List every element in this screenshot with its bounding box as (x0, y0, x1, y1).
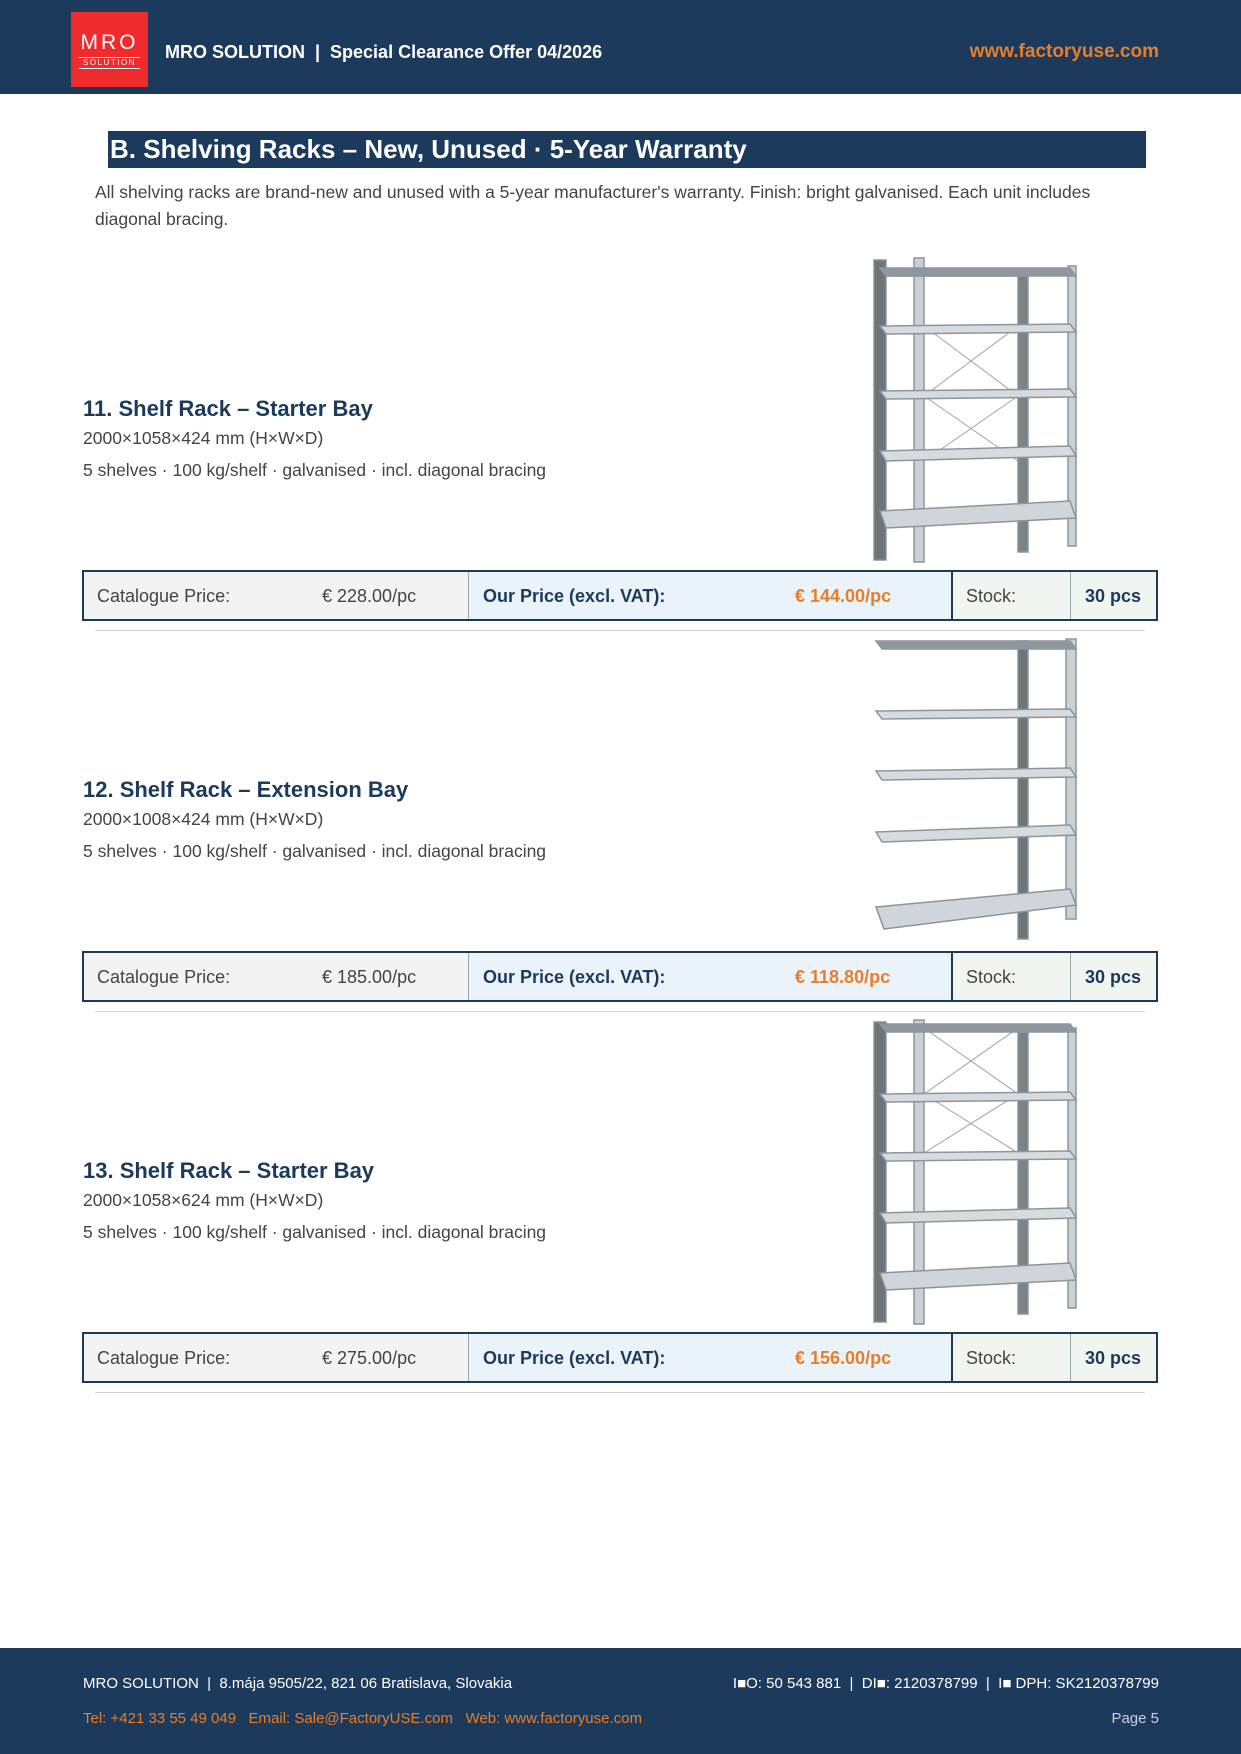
catalogue-price-cell (84, 953, 469, 1000)
divider (95, 630, 1145, 631)
stock-label: Stock: (966, 1348, 1017, 1368)
product-specs: 5 shelves · 100 kg/shelf · galvanised · incl. diagonal bracing (83, 841, 547, 861)
stock-value: 30 pcs (1085, 967, 1142, 987)
product-specs: 5 shelves · 100 kg/shelf · galvanised · incl. diagonal bracing (83, 460, 547, 480)
our-price-label: Our Price (excl. VAT): (483, 967, 666, 987)
divider (95, 1392, 1145, 1393)
shelf-rack-extension-bay-image (870, 637, 1080, 947)
catalogue-price-label: Catalogue Price: (97, 1348, 231, 1368)
stock-value-cell (1071, 953, 1156, 1000)
logo-text-main: MRO (80, 31, 139, 54)
shelf-rack-starter-bay-image (870, 1018, 1080, 1328)
company-logo (71, 12, 148, 87)
our-price-value: € 156.00/pc (795, 1348, 892, 1368)
section-intro: All shelving racks are brand-new and unused with a 5-year manufacturer's warranty. Finish: bright galvanised. Each unit includes diagonal bracing. (95, 182, 1091, 229)
product-dimensions: 2000×1008×424 mm (H×W×D) (83, 809, 324, 829)
catalogue-price-label: Catalogue Price: (97, 586, 231, 606)
product-specs: 5 shelves · 100 kg/shelf · galvanised · incl. diagonal bracing (83, 1222, 547, 1242)
catalogue-price-value: € 275.00/pc (322, 1348, 417, 1368)
product-title: 12. Shelf Rack – Extension Bay (83, 777, 409, 802)
product-item (0, 637, 1241, 1017)
catalogue-price-value: € 228.00/pc (322, 586, 417, 606)
our-price-label: Our Price (excl. VAT): (483, 586, 666, 606)
stock-label: Stock: (966, 586, 1017, 606)
product-item (0, 256, 1241, 636)
section-title: B. Shelving Racks – New, Unused · 5-Year Warranty (108, 131, 1146, 168)
our-price-cell (469, 1334, 953, 1381)
catalogue-price-label: Catalogue Price: (97, 967, 231, 987)
stock-label-cell (953, 953, 1071, 1000)
stock-value: 30 pcs (1085, 586, 1142, 606)
product-item (0, 1018, 1241, 1398)
page-header (0, 0, 1241, 94)
stock-value: 30 pcs (1085, 1348, 1142, 1368)
stock-label-cell (953, 572, 1071, 619)
price-row (82, 951, 1158, 1002)
page-footer (0, 1648, 1241, 1754)
catalogue-price-value: € 185.00/pc (322, 967, 417, 987)
our-price-value: € 144.00/pc (795, 586, 892, 606)
product-title: 11. Shelf Rack – Starter Bay (83, 396, 373, 421)
header-title: MRO SOLUTION | Special Clearance Offer 04/2026 (165, 42, 603, 62)
our-price-value: € 118.80/pc (795, 967, 891, 987)
footer-contact-links[interactable]: Tel: +421 33 55 49 049 Email: Sale@FactoryUSE.com Web: www.factoryuse.com (83, 1710, 642, 1727)
catalogue-price-cell (84, 1334, 469, 1381)
shelf-rack-starter-bay-image (870, 256, 1080, 566)
product-dimensions: 2000×1058×624 mm (H×W×D) (83, 1190, 324, 1210)
catalogue-price-cell (84, 572, 469, 619)
page-number: Page 5 (1111, 1710, 1159, 1727)
divider (95, 1011, 1145, 1012)
stock-label-cell (953, 1334, 1071, 1381)
product-title: 13. Shelf Rack – Starter Bay (83, 1158, 375, 1183)
footer-address: MRO SOLUTION | 8.mája 9505/22, 821 06 Bratislava, Slovakia (83, 1675, 513, 1692)
product-dimensions: 2000×1058×424 mm (H×W×D) (83, 428, 324, 448)
footer-company-ids: I■O: 50 543 881 | DI■: 2120378799 | I■ DPH: SK2120378799 (732, 1675, 1159, 1692)
stock-label: Stock: (966, 967, 1017, 987)
logo-text-sub: SOLUTION (79, 57, 140, 69)
our-price-label: Our Price (excl. VAT): (483, 1348, 666, 1368)
stock-value-cell (1071, 572, 1156, 619)
our-price-cell (469, 953, 953, 1000)
price-row (82, 570, 1158, 621)
our-price-cell (469, 572, 953, 619)
price-row (82, 1332, 1158, 1383)
header-website-link[interactable]: www.factoryuse.com (969, 41, 1159, 62)
stock-value-cell (1071, 1334, 1156, 1381)
